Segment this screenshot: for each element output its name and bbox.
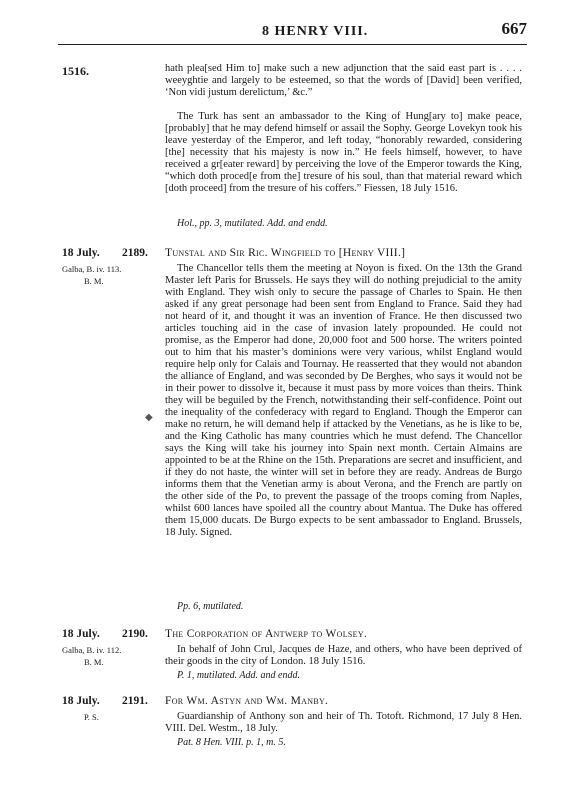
entry-note: P. 1, mutilated. Add. and endd. (177, 670, 300, 681)
page-number: 667 (501, 19, 527, 38)
entry-title: The Corporation of Antwerp to Wolsey. (165, 628, 368, 640)
continued-paragraph-1: hath plea[sed Him to] make such a new adjunction that the said east part is . . . . weeyghtie and largely to be esteemed, so that the words of [David] been verified, ‘Non vidi justum derelictum,’ &c.” (165, 63, 522, 98)
entry-source: Galba, B. iv. 113. (62, 264, 122, 274)
entry-source: Galba, B. iv. 112. (62, 645, 122, 655)
running-head: 8 HENRY VIII. (262, 24, 369, 39)
entry-number: 2189. (122, 247, 148, 259)
entry-number: 2190. (122, 628, 148, 640)
entry-title: For Wm. Astyn and Wm. Manby. (165, 695, 329, 707)
entry-repository: P. S. (84, 712, 99, 722)
entry-date: 18 July. (62, 628, 100, 640)
entry-note: Pat. 8 Hen. VIII. p. 1, m. 5. (177, 737, 286, 748)
entry-date: 18 July. (62, 247, 100, 259)
header-rule (58, 44, 527, 45)
entry-note: Pp. 6, mutilated. (177, 601, 244, 612)
year-marker: 1516. (62, 64, 89, 78)
entry-repository: B. M. (84, 276, 104, 286)
margin-mark: ◆ (145, 412, 153, 423)
entry-text: The Chancellor tells them the meeting at Noyon is fixed. On the 13th the Grand Master left Paris for Brussels. He says they will do nothing prejudicial to the amity with England. They wish only to secure the passage of Charles to Spain. He then asked if any great personage had been sent from England to France. Said they had not heard of it, and thought it was an invention of France. He then discussed two articles touching aid in the case of invasion lately propounded. He could not promise, as the Emperor had done, 20,000 foot and 500 horse. The writers pointed out to him that his master’s dominions were very various, whilst England would require help only for Calais and Tournay. He reasserted that they would not abandon the alliance of England, and was seconded by De Berghes, who says it would not be in their power to dissolve it, because it must pass by more voices than theirs. Think they will be beguiled by the French, notwithstanding their self-confidence. Point out the inequality of the confederacy with regard to England. Though the Emperor can make no return, he will demand help if attacked by the Venetians, as he is like to be, and the King Catholic has many countries which he must defend. The Chancellor says the King will take his journey into Spain next month. Certain Almains are appointed to be at the Rhine on the 15th. Preparations are secret and insufficient, and if they do not haste, the winter will set in before they are ready. Andreas de Burgo informs them that the Venetian army is about Verona, and the French are partly on the other side of the Po, to prevent the passage of the troops coming from Naples, whilst 600 lances have spoiled all the country about Mantua. The Duke has offered them 15,000 ducats. De Burgo expects to be sent ambassador to England. Brussels, 18 July. Signed. (165, 263, 522, 538)
entry-number: 2191. (122, 695, 148, 707)
entry-text: Guardianship of Anthony son and heir of Th. Totoft. Richmond, 17 July 8 Hen. VIII. Del. Westm., 18 July. (165, 711, 522, 734)
entry-date: 18 July. (62, 695, 100, 707)
continued-note: Hol., pp. 3, mutilated. Add. and endd. (177, 218, 328, 229)
entry-title: Tunstal and Sir Ric. Wingfield to [Henry VIII.] (165, 247, 406, 259)
continued-paragraph-2: The Turk has sent an ambassador to the King of Hung[ary to] make peace, [probably] that he may defend himself or assail the Sophy. George Lovekyn took his leave yesterday of the Emperor, and left today, “honorably rewarded, considering [the] necessity that his majesty is now in.” He feels himself, however, to have received a gr[eater reward] by perceiving the love of the Emperor towards the King, “which doth proced[e from the] tresure of his soul, than that material reward which [doth proceed] from the tresure of his coffers.” Fiessen, 18 July 1516. (165, 111, 522, 194)
entry-text: In behalf of John Crul, Jacques de Haze, and others, who have been deprived of their goods in the city of London. 18 July 1516. (165, 644, 522, 667)
entry-repository: B. M. (84, 657, 104, 667)
